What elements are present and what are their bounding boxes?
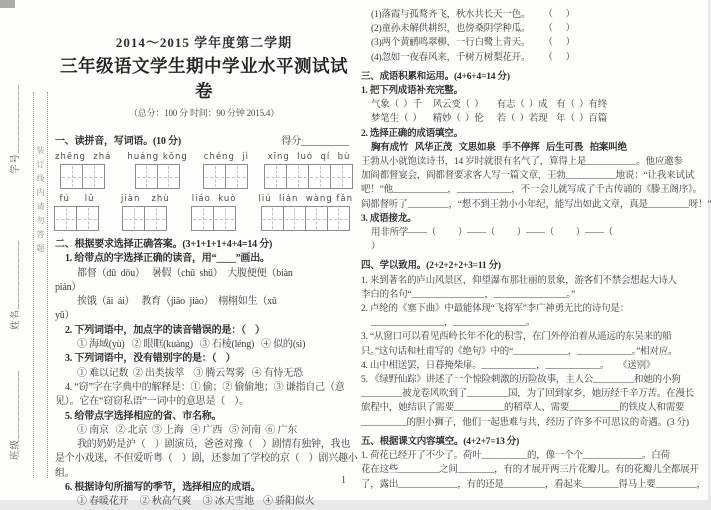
text-line: __________的胆小狮子，他们一起患难与共，经历了许多不可思议的奇遇。(3 分) [361,417,689,428]
pinyin-row [55,152,353,189]
text-line: (4)忽如一夜春风来，千树万树梨花开。 （ ） [371,52,575,63]
binding-dotted-line [33,92,34,478]
writing-grid-cell [286,164,309,189]
text-line: 三、成语积累和运用。(4+6+4=14 分) [361,71,510,82]
text-line: 1. 把下列成语补充完整。 [361,86,463,97]
writing-grid-cell [308,164,331,189]
text-line: 1. 来到著名的庐山风景区，仰望瀑布那壮丽的景象，游客们不禁会想起大诗人 [361,275,677,286]
writing-grid-cell [76,206,99,231]
term-line: 2014～2015 学年度第二学期 [115,35,293,50]
text-line: yǔ） [55,310,75,322]
text-line: 只。”这句话和杜甫写的《绝句》中的“____________，____________。”相对应。 [361,346,678,357]
section-1-heading: 一、读拼音，写词语。(10 分) [55,136,181,147]
writing-grid-cell [213,206,236,231]
text-line: 6. 根据诗句所描写的季节，选择相应的成语。 [65,482,261,494]
text-line: 胸有成竹 风华正茂 文思如泉 手不停挥 后生可畏 拍案叫绝 [371,142,627,153]
text-line: 组。 [55,467,75,479]
text-line: 5. 给带点字选择相应的省、市名称。 [65,410,222,422]
text-line: 二、根据要求选择正确答案。(3+1+1+1+4+4=14 分) [55,239,273,250]
writing-grid-cell [122,206,145,231]
binding-dotted-line [47,92,48,478]
text-line: ________________，________________。 [371,318,536,329]
text-line: _________被龙卷风吹到了_________国，为了回到家乡，她历经千辛万苦。在漫长 [361,389,695,400]
writing-grid-cell [203,164,226,189]
pinyin-writing-grids [55,152,353,231]
text-line: 挨饿（āi ái） 教育（jiāo jiào） 栩栩如生（xǔ [77,296,277,308]
text-line: 见）。它在“窃窃私语”一词中的意思是（ ）。 [55,396,249,408]
pinyin-label: liú lián wàng fǎn [258,194,353,204]
text-line: 梦笔生（ ） 精妙（ ）伦 若（ ）若现 年（ ）百篇 [371,114,608,125]
text-line: ① 海域(yù) ② 眼眶(kuàng) ③ 石棱(léng) ④ 似的(sì) [77,339,306,351]
text-line: ） [371,242,381,253]
writing-grid-cell [283,206,306,231]
text-line: 都督（dū dōu） 暑假（chǔ shǔ） 大腹便便（biàn [77,267,293,279]
text-line: 加阎都督宴会，阎都督要求客人写一篇文章，王勃___________地说：“让我来试试 [361,171,695,182]
text-line: 花在这些_________之间________，有的才展开两三片花瓣儿。有的花瓣儿全都展开 [361,465,699,476]
pinyin-word-group [55,194,99,231]
writing-grid-cell [264,164,287,189]
text-line: 1. 给带点的字选择正确的读音，用“____”画出。 [65,253,270,265]
pinyin-label: fú lǔ [59,194,95,204]
text-line: ① 南京 ② 北京 ③ 上海 ④ 广西 ⑤ 河南 ⑥ 广东 [77,424,298,436]
score-blank: 得分__________ [281,136,349,147]
pinyin-word-group [55,152,111,189]
writing-grid-cell [157,164,180,189]
writing-grid-cell [261,206,284,231]
writing-grid-cell [191,206,214,231]
writing-grid-cell [225,164,248,189]
text-line: 了，露出_____________，有的还是_________，看起来________得马上要_________， [361,479,706,490]
pinyin-label: chéng jì [203,152,249,162]
text-line: 2. 选择正确的成语填空。 [361,128,463,139]
text-line: 吧！”他____________，____________，不一会儿就写成了千古传诵的《滕王阁序》。 [361,185,702,196]
text-line: 3. 成语接龙。 [361,213,417,224]
right-column [361,8,711,492]
text-line: ① 春暖花开 ② 秋高气爽 ③ 冰天雪地 ④ 骄阳似火 [77,496,315,508]
text-line: ① 难以记数 ② 出类拔萃 ③ 腾云驾雾 ④ 有恃无恐 [77,367,303,379]
text-line: (3)两个黄鹂鸣翠柳，一行白鹭上青天。 （ ） [371,38,575,49]
writing-grid-cell [54,206,77,231]
pinyin-label: xīng luó qí bù [267,152,351,162]
text-line: 旅程中，她结识了需要___________的稻草人、需要___________的铁皮人和需要 [361,403,685,414]
text-line: (1)落霞与孤鹜齐飞，秋水共长天一色。 （ ） [371,10,575,20]
page-title: 三年级语文学生期中学业水平测试试卷 [60,56,348,101]
writing-grid-cell [144,206,167,231]
pinyin-word-group [259,194,353,231]
text-line: 4. “窃”字在字典中的解释是：① 偷；② 偷偷地；③ 谦指自己（意 [65,381,345,393]
text-line: 4. 山中相送罢，日暮掩柴扉。____________，____________。 《送别》 [361,360,656,371]
student-name-field: 姓名____________ [11,240,21,331]
writing-grid-cell [330,164,353,189]
writing-grid-cell [327,206,350,231]
pinyin-row [55,194,353,231]
pinyin-word-group [204,152,249,189]
text-line: 四、学以致用。(2+2+2+2+3=11 分) [361,261,501,272]
binding-line-notice: 装订线内请勿答题 [36,146,45,258]
text-line: 阎都督听了_________，“想不到王勃小小年纪，能写出如此文章，真是_________呀！” [361,199,711,210]
text-line: pián） [55,281,82,293]
page-number: 1 [341,475,346,486]
writing-grid-cell [135,164,158,189]
text-line: 用非所学——（ ）——（ ）——（ ）——（ [371,228,613,239]
pinyin-word-group [127,152,187,189]
pinyin-label: zhēng zhá [55,152,112,162]
pinyin-label: liáo kuò [191,194,237,204]
writing-grid-cell [305,206,328,231]
text-line: 李白的名句“________________，________________。” [361,289,575,300]
scan-artifact-corner [0,0,15,8]
exam-meta: （总分：100 分 时间：90 分钟 2015.4） [128,108,280,118]
pinyin-word-group [192,194,237,231]
text-line: 2. 下列词语中，加点字的读音错误的是：（ ） [65,324,265,336]
writing-grid-cell [82,164,105,189]
text-line: 我的奶奶是沪（ ）剧演员，爸爸对豫（ ）剧情有独钟，我也 [77,439,351,451]
class-field: 班级____________ [11,370,21,461]
pinyin-word-group [265,152,353,189]
text-line: 五、根据课文内容填空。(4+2+7=13 分) [361,436,520,447]
left-column [55,28,358,510]
text-line: 1. 荷花已经开了不少了。荷叶__________的，像一个个_____________。白荷 [361,451,670,462]
pinyin-label: jiàn zhù [121,194,170,204]
text-line: 3. 下列词语中，没有错别字的是：（ ） [65,353,236,365]
text-line: (2)童孙未解供耕织，也傍桑阴学种瓜。 （ ） [371,24,575,35]
text-line: 5. 《绿野仙踪》讲述了一个惊险刺激的历险故事，主人公_________和她的小狗 [361,375,681,386]
text-line: 王勃从小就饱读诗书，14 岁时就很有名气了，算得上是___________。他应邀参 [361,157,683,168]
text-line: 气象（ ）千 风云变（ ） 有志（ ）成 有（ ）有终 [371,100,608,111]
writing-grid-cell [60,164,83,189]
pinyin-word-group [121,194,170,231]
pinyin-label: huáng kǒng [127,152,188,162]
left-question-lines [55,238,358,510]
text-line: 是个小戏迷，不但爱听粤（ ）剧，还参加了学校的京（ ）剧兴趣小 [55,453,358,465]
text-line: 2. 卢纶的《塞下曲》中最能体现“飞将军”李广神勇无比的诗句是： [361,304,630,315]
student-id-field: 学号____________ [11,84,21,175]
text-line: 3. “从窗口可以看见西岭长年不化的积雪，在门外停泊着从遥远的东吴来的船 [361,332,672,343]
